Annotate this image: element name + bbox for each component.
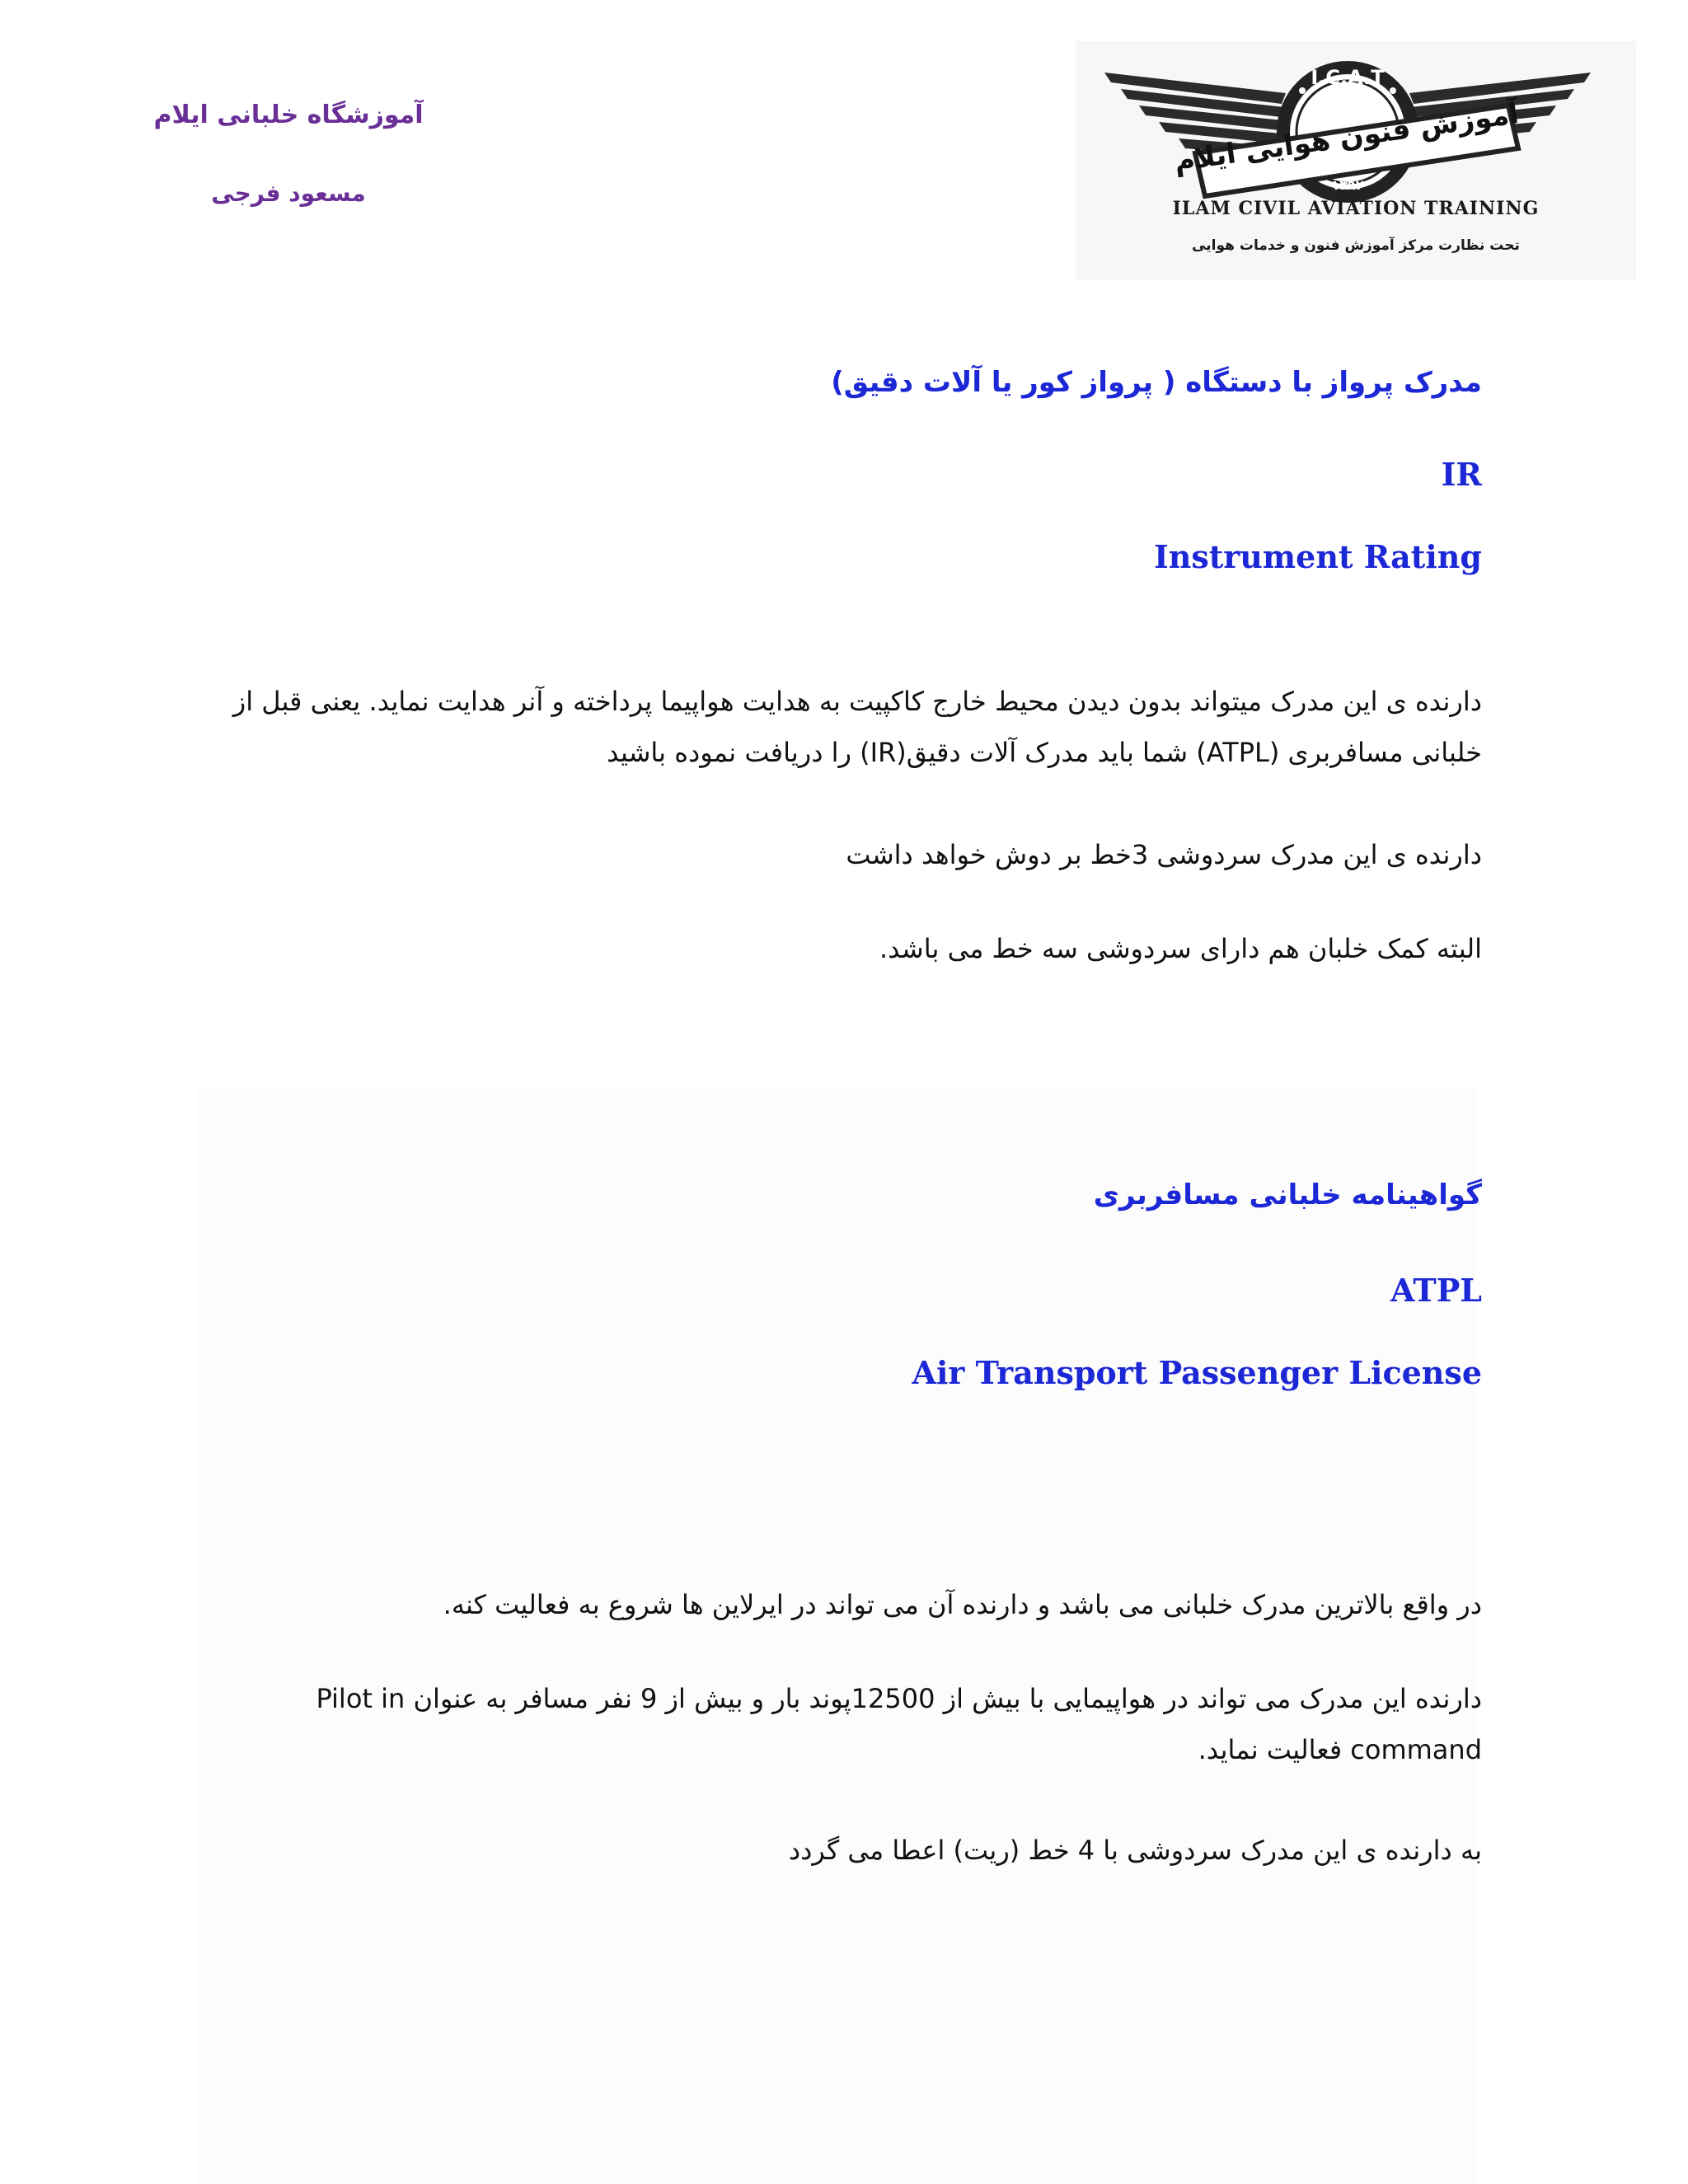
icat-logo bbox=[1076, 41, 1636, 280]
logo-year-text: ۱۳۹۲ bbox=[1331, 177, 1364, 193]
atpl-full-name: Air Transport Passenger License bbox=[912, 1354, 1482, 1391]
page-background-shade bbox=[198, 1088, 1475, 2184]
ir-paragraph-3: البته کمک خلبان هم دارای سردوشی سه خط می باشد. bbox=[879, 933, 1482, 964]
ir-full-name: Instrument Rating bbox=[1153, 538, 1482, 575]
atpl-abbreviation: ATPL bbox=[1390, 1272, 1482, 1309]
instructor-name: مسعود فرجی bbox=[211, 180, 366, 207]
ir-section-title: مدرک پرواز با دستگاه ( پرواز کور یا آلات دقیق) bbox=[831, 366, 1482, 399]
atpl-paragraph-3: به دارنده ی این مدرک سردوشی با 4 خط (ریت) اعطا می گردد bbox=[788, 1835, 1482, 1866]
logo-top-text: I.C.A.T bbox=[1311, 66, 1385, 89]
ir-paragraph-2: دارنده ی این مدرک سردوشی 3خط بر دوش خواهد داشت bbox=[846, 839, 1482, 870]
ir-paragraph-1: دارنده ی این مدرک میتواند بدون دیدن محیط خارج کاکپیت به هدایت هواپیما پرداخته و آنر هدایت نماید. یعنی قبل از خلبانی مسافربری (ATPL) شما باید مدرک آلات دقیق(IR) را دریافت نموده باشید bbox=[232, 686, 1482, 768]
ir-abbreviation: IR bbox=[1441, 456, 1482, 493]
logo-caption-english: ILAM CIVIL AVIATION TRAINING bbox=[1172, 198, 1540, 219]
atpl-section-title: گواهینامه خلبانی مسافربری bbox=[1093, 1179, 1482, 1212]
atpl-paragraph-2: دارنده این مدرک می تواند در هواپیمایی با بیش از 12500پوند بار و بیش از 9 نفر مسافر به عنوان Pilot in command فعالیت نماید. bbox=[316, 1683, 1482, 1765]
atpl-paragraph-1: در واقع بالاترین مدرک خلبانی می باشد و دارنده آن می تواند در ایرلاین ها شروع به فعالیت کنه. bbox=[443, 1589, 1482, 1620]
logo-caption-persian: تحت نظارت مرکز آموزش فنون و خدمات هوایی bbox=[1192, 237, 1520, 254]
school-header bbox=[148, 99, 429, 209]
school-name: آموزشگاه خلبانی ایلام bbox=[153, 101, 424, 129]
logo-center-text: آموزش فنون هوایی ایلام bbox=[1172, 96, 1521, 179]
